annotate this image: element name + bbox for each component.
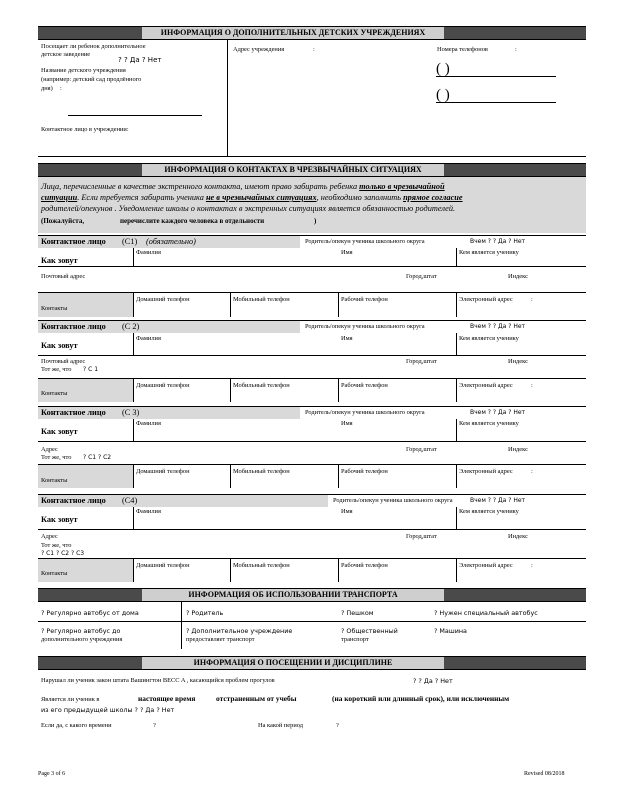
- intro-line-4b: перечислите каждого человека в отдельности: [120, 217, 265, 225]
- email-colon: :: [531, 296, 533, 303]
- contact-c4-title: Контактное лицо: [41, 496, 106, 505]
- divider: [38, 529, 586, 530]
- divider: [133, 507, 134, 529]
- home-phone-label: Домашний телефон: [136, 382, 190, 389]
- address-label: Адрес: [41, 446, 58, 453]
- section-title: ИНФОРМАЦИЯ О КОНТАКТАХ В ЧРЕЗВЫЧАЙНЫХ СИТУАЦИЯХ: [142, 164, 444, 176]
- since-when-q: ?: [153, 722, 156, 729]
- contacts-label: Контакты: [41, 305, 68, 312]
- intro-line-4: (Пожалуйста,: [41, 217, 85, 225]
- truancy-options[interactable]: ? ? Да ? Нет: [413, 677, 453, 685]
- transport-option-bus-childcare[interactable]: ? Регулярно автобус до: [41, 627, 121, 635]
- work-phone-label: Рабочий телефон: [341, 382, 388, 389]
- home-phone-label: Домашний телефон: [136, 562, 190, 569]
- intro-line-4c: ): [314, 217, 317, 225]
- divider: [38, 156, 586, 157]
- divider: [338, 465, 339, 488]
- parent-question: Родитель/опекун ученика школьного округа: [305, 409, 425, 416]
- contact-c4-code: (C4): [122, 496, 138, 505]
- divider: [38, 621, 586, 622]
- email-label: Электронный адрес: [459, 296, 513, 303]
- howcalled-label: Как зовут: [41, 515, 78, 524]
- page-number: Page 3 of 6: [38, 771, 66, 777]
- same-as-label: Тот же, что: [41, 366, 72, 373]
- suspension-question-a: Является ли ученик в: [41, 696, 100, 703]
- phone-label: Номера телефонов: [437, 46, 488, 53]
- address-label: Адрес: [41, 533, 58, 540]
- divider: [338, 293, 339, 317]
- contacts-label: Контакты: [41, 570, 68, 577]
- divider: [338, 379, 339, 402]
- since-when-label: Если да, с какого времени: [41, 722, 112, 729]
- city-state-label: Город,штат: [406, 358, 437, 365]
- relation-label: Кем является ученику: [459, 508, 519, 515]
- childcare-name-label: Название детского учреждения: [41, 67, 126, 74]
- divider: [230, 379, 231, 402]
- section-title: ИНФОРМАЦИЯ ОБ ИСПОЛЬЗОВАНИИ ТРАНСПОРТА: [142, 589, 444, 601]
- same-as-options[interactable]: ? С1 ? С2: [83, 454, 112, 461]
- same-as-options[interactable]: ? С1 ? С2 ? С3: [41, 550, 85, 557]
- suspension-question-b: настоящее время: [138, 694, 196, 703]
- zip-label: Индекс: [508, 446, 528, 453]
- email-colon: :: [531, 562, 533, 569]
- attends-options[interactable]: ? ? Да ? Нет: [118, 56, 162, 64]
- revision-date: Revised 08/2018: [524, 771, 565, 777]
- relation-label: Кем является ученику: [459, 249, 519, 256]
- contact-c3-title: Контактное лицо: [41, 408, 106, 417]
- suspension-question-d: (на короткий или длинный срок), или исключенным: [332, 694, 510, 703]
- divider: [456, 507, 457, 529]
- divider: [133, 465, 134, 488]
- divider: [456, 333, 457, 355]
- phone-colon: :: [515, 46, 517, 53]
- relation-label: Кем является ученику: [459, 420, 519, 427]
- parent-yes-no[interactable]: Вчем ? ? Да ? Нет: [470, 409, 526, 416]
- city-state-label: Город,штат: [406, 446, 437, 453]
- divider: [456, 248, 457, 266]
- section-title: ИНФОРМАЦИЯ О ПОСЕЩЕНИИ И ДИСЦИПЛИНЕ: [142, 657, 444, 669]
- contact-c1-required: (обязательно): [146, 237, 196, 246]
- zip-label: Индекс: [508, 533, 528, 540]
- firstname-label: Имя: [341, 508, 353, 515]
- divider: [38, 441, 586, 442]
- transport-option-special-bus[interactable]: ? Нужен специальный автобус: [434, 609, 538, 617]
- phone-1-line: [436, 76, 556, 77]
- divider: [456, 379, 457, 402]
- city-state-label: Город,штат: [406, 533, 437, 540]
- section-header-transport: [38, 588, 586, 602]
- contact-c2-title: Контактное лицо: [41, 322, 106, 331]
- contact-c1-title: Контактное лицо: [41, 237, 106, 246]
- divider: [227, 39, 228, 156]
- section-header-attendance: [38, 656, 586, 670]
- surname-label: Фамилия: [136, 249, 161, 256]
- attends-question: Посещает ли ребенок дополнительное: [41, 43, 146, 50]
- transport-option-public-2: транспорт: [341, 636, 369, 643]
- divider: [230, 293, 231, 317]
- postal-address-label: Почтовый адрес: [41, 273, 86, 280]
- surname-label: Фамилия: [136, 508, 161, 515]
- intro-line-3: родителей/опекунов . Уведомление школы о контактах в экстренных ситуациях является обязанностью родителей.: [41, 204, 456, 213]
- firstname-label: Имя: [341, 335, 353, 342]
- same-as-label: Тот же, что: [41, 542, 72, 549]
- transport-option-bus-childcare-2: дополнительного учреждения: [41, 636, 123, 643]
- divider: [133, 419, 134, 441]
- section-title: ИНФОРМАЦИЯ О ДОПОЛНИТЕЛЬНЫХ ДЕТСКИХ УЧРЕЖДЕНИЯХ: [142, 27, 444, 39]
- mobile-label: Мобильный телефон: [233, 382, 290, 389]
- parent-yes-no[interactable]: Вчем ? ? Да ? Нет: [470, 323, 526, 330]
- howcalled-label: Как зовут: [41, 256, 78, 265]
- mobile-label: Мобильный телефон: [233, 468, 290, 475]
- suspension-question-c: отстраненным от учебы: [216, 694, 297, 703]
- surname-label: Фамилия: [136, 420, 161, 427]
- divider: [456, 419, 457, 441]
- mobile-label: Мобильный телефон: [233, 296, 290, 303]
- work-phone-label: Рабочий телефон: [341, 296, 388, 303]
- mobile-label: Мобильный телефон: [233, 562, 290, 569]
- phone-2-field[interactable]: ( ): [436, 87, 450, 103]
- section-header-childcare: [38, 26, 586, 40]
- intro-line-1: Лица, перечисленные в качестве экстренного контакта, имеют право забирать ребенка только в чрезвычайной: [41, 182, 445, 191]
- address-colon: :: [313, 46, 315, 53]
- contact-person-label: Контактное лицо в учреждении:: [41, 126, 129, 133]
- divider: [230, 559, 231, 582]
- email-colon: :: [531, 382, 533, 389]
- email-label: Электронный адрес: [459, 382, 513, 389]
- howcalled-label: Как зовут: [41, 427, 78, 436]
- childcare-name-colon: :: [60, 85, 62, 92]
- section-header-emergency: [38, 163, 586, 177]
- childcare-name-field[interactable]: [68, 115, 202, 116]
- period-label: На какой период: [258, 722, 304, 729]
- childcare-name-example: (например: детский сад продлённого: [41, 76, 142, 83]
- phone-2-line: [436, 102, 556, 103]
- transport-option-car[interactable]: ? Машина: [434, 627, 467, 635]
- childcare-name-example-2: дня): [41, 85, 53, 92]
- divider: [38, 266, 586, 267]
- divider: [456, 559, 457, 582]
- transport-option-bus-home[interactable]: ? Регулярно автобус от дома: [41, 609, 139, 617]
- firstname-label: Имя: [341, 420, 353, 427]
- divider: [133, 559, 134, 582]
- surname-label: Фамилия: [136, 335, 161, 342]
- home-phone-label: Домашний телефон: [136, 468, 190, 475]
- contacts-label: Контакты: [41, 390, 68, 397]
- parent-question: Родитель/опекун ученика школьного округа: [333, 497, 453, 504]
- work-phone-label: Рабочий телефон: [341, 562, 388, 569]
- parent-yes-no[interactable]: Вчем ? ? Да ? Нет: [470, 497, 526, 504]
- contacts-label: Контакты: [41, 477, 68, 484]
- email-label: Электронный адрес: [459, 562, 513, 569]
- truancy-question: Нарушал ли ученик закон штата Вашингтон BECC A , касающийся проблем прогулов: [41, 677, 275, 684]
- same-as-options[interactable]: ? С 1: [83, 366, 99, 373]
- divider: [456, 465, 457, 488]
- intro-line-2: ситуации. Если требуется забирать ученика не в чрезвычайных ситуациях, необходимо заполнить прямое согласие: [41, 193, 463, 202]
- work-phone-label: Рабочий телефон: [341, 468, 388, 475]
- home-phone-label: Домашний телефон: [136, 296, 190, 303]
- divider: [338, 559, 339, 582]
- transport-option-parent[interactable]: ? Родитель: [186, 609, 224, 617]
- relation-label: Кем является ученику: [459, 335, 519, 342]
- divider: [133, 293, 134, 317]
- contact-c2-code: (С 2): [122, 322, 140, 331]
- transport-option-childcare-provides[interactable]: ? Дополнительное учреждение: [186, 627, 293, 635]
- postal-address-label: Почтовый адрес: [41, 358, 86, 365]
- divider: [456, 293, 457, 317]
- divider: [230, 465, 231, 488]
- suspension-options[interactable]: из его предыдущей школы ? ? Да ? Нет: [41, 706, 175, 714]
- contact-c3-code: (С 3): [122, 408, 140, 417]
- email-label: Электронный адрес: [459, 468, 513, 475]
- divider: [133, 379, 134, 402]
- transport-option-walk[interactable]: ? Пешком: [341, 609, 374, 617]
- email-colon: :: [531, 468, 533, 475]
- parent-question: Родитель/опекун ученика школьного округа: [305, 238, 425, 245]
- howcalled-label: Как зовут: [41, 341, 78, 350]
- contact-c1-code: (C1): [122, 237, 138, 246]
- same-as-label: Тот же, что: [41, 454, 72, 461]
- firstname-label: Имя: [341, 249, 353, 256]
- attends-question-2: детское заведение: [41, 51, 91, 58]
- parent-yes-no[interactable]: Вчем ? ? Да ? Нет: [470, 238, 526, 245]
- divider: [133, 248, 134, 266]
- divider: [133, 333, 134, 355]
- transport-option-childcare-provides-2: предоставляет транспорт: [186, 636, 255, 643]
- period-q: ?: [336, 722, 339, 729]
- phone-1-field[interactable]: ( ): [436, 61, 450, 77]
- zip-label: Индекс: [508, 273, 528, 280]
- address-label: Адрес учреждения: [233, 46, 285, 53]
- divider: [181, 602, 182, 649]
- transport-option-public[interactable]: ? Общественный: [341, 627, 398, 635]
- divider: [38, 355, 586, 356]
- zip-label: Индекс: [508, 358, 528, 365]
- parent-question: Родитель/опекун ученика школьного округа: [305, 323, 425, 330]
- city-state-label: Город,штат: [406, 273, 437, 280]
